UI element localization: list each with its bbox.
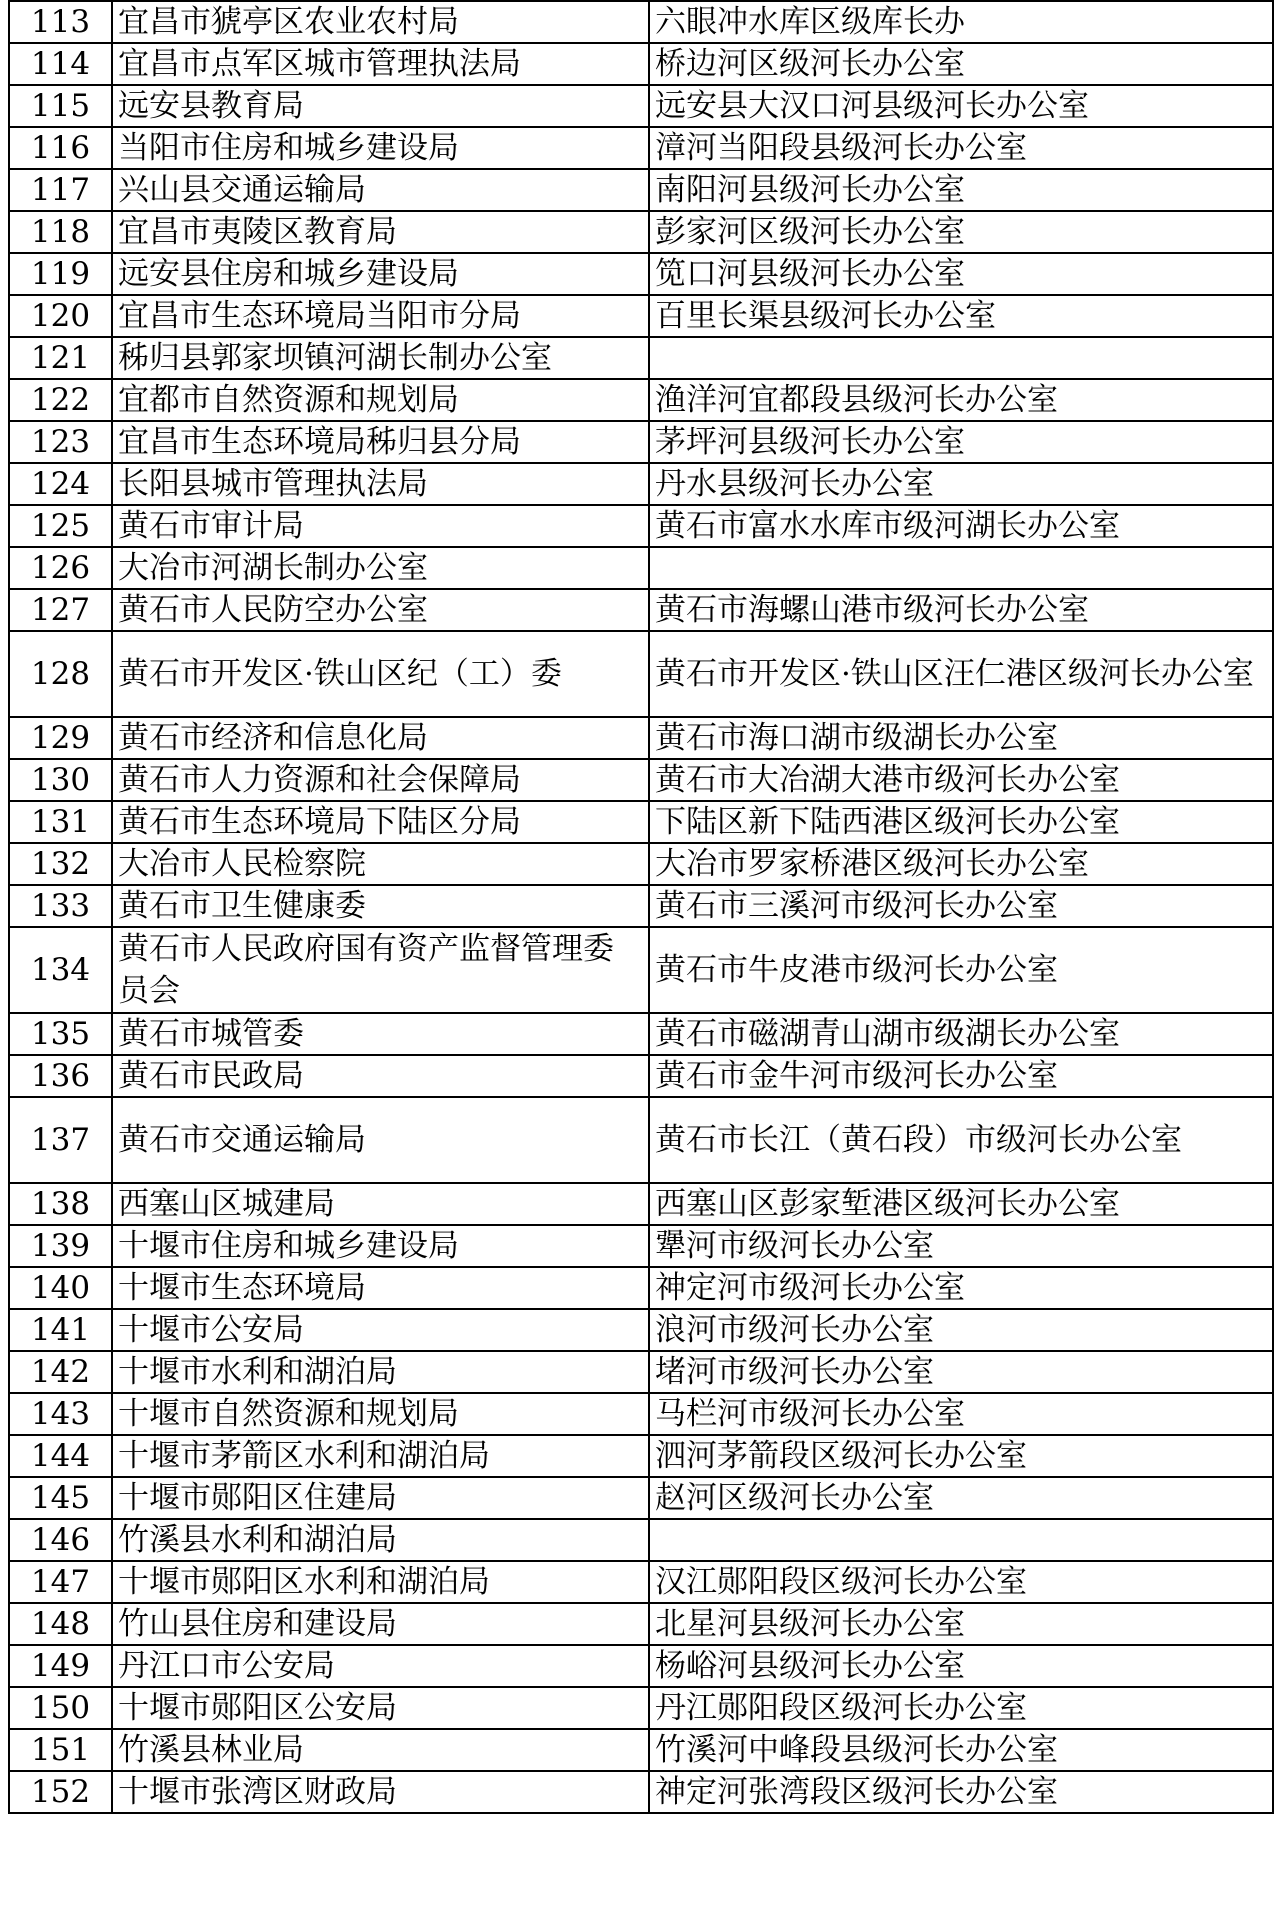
river-chief-office: 黄石市海口湖市级湖长办公室 [649, 717, 1273, 759]
responsible-unit: 宜都市自然资源和规划局 [112, 379, 649, 421]
table-row [9, 1309, 1273, 1351]
river-chief-office: 马栏河市级河长办公室 [649, 1393, 1273, 1435]
table-row [9, 843, 1273, 885]
responsible-unit: 竹山县住房和建设局 [112, 1603, 649, 1645]
table-row [9, 717, 1273, 759]
row-number: 125 [9, 505, 112, 547]
responsible-unit: 黄石市经济和信息化局 [112, 717, 649, 759]
table-row [9, 127, 1273, 169]
row-number: 118 [9, 211, 112, 253]
river-chief-office [649, 547, 1273, 589]
row-number: 114 [9, 43, 112, 85]
river-chief-office: 黄石市磁湖青山湖市级湖长办公室 [649, 1013, 1273, 1055]
table-row [9, 505, 1273, 547]
responsible-unit: 黄石市交通运输局 [112, 1097, 649, 1183]
table-row [9, 421, 1273, 463]
responsible-unit: 当阳市住房和城乡建设局 [112, 127, 649, 169]
table-row [9, 1687, 1273, 1729]
river-chief-office: 神定河张湾段区级河长办公室 [649, 1771, 1273, 1813]
row-number: 143 [9, 1393, 112, 1435]
table-row [9, 379, 1273, 421]
responsible-unit: 远安县住房和城乡建设局 [112, 253, 649, 295]
responsible-unit: 十堰市住房和城乡建设局 [112, 1225, 649, 1267]
table-row [9, 1267, 1273, 1309]
responsible-unit: 黄石市人民政府国有资产监督管理委员会 [112, 927, 649, 1013]
table-row [9, 589, 1273, 631]
table-row [9, 295, 1273, 337]
table-row [9, 547, 1273, 589]
river-chief-office: 北星河县级河长办公室 [649, 1603, 1273, 1645]
responsible-unit: 大冶市人民检察院 [112, 843, 649, 885]
row-number: 115 [9, 85, 112, 127]
river-chief-office: 黄石市长江（黄石段）市级河长办公室 [649, 1097, 1273, 1183]
responsible-unit: 黄石市开发区·铁山区纪（工）委 [112, 631, 649, 717]
river-chief-office: 犟河市级河长办公室 [649, 1225, 1273, 1267]
organization-table [8, 0, 1274, 1814]
row-number: 142 [9, 1351, 112, 1393]
row-number: 120 [9, 295, 112, 337]
responsible-unit: 丹江口市公安局 [112, 1645, 649, 1687]
row-number: 152 [9, 1771, 112, 1813]
row-number: 141 [9, 1309, 112, 1351]
row-number: 144 [9, 1435, 112, 1477]
row-number: 139 [9, 1225, 112, 1267]
river-chief-office: 黄石市海螺山港市级河长办公室 [649, 589, 1273, 631]
table-row [9, 1519, 1273, 1561]
river-chief-office: 丹水县级河长办公室 [649, 463, 1273, 505]
row-number: 151 [9, 1729, 112, 1771]
river-chief-office: 百里长渠县级河长办公室 [649, 295, 1273, 337]
row-number: 130 [9, 759, 112, 801]
river-chief-office: 竹溪河中峰段县级河长办公室 [649, 1729, 1273, 1771]
responsible-unit: 宜昌市生态环境局秭归县分局 [112, 421, 649, 463]
responsible-unit: 十堰市郧阳区水利和湖泊局 [112, 1561, 649, 1603]
river-chief-office: 浪河市级河长办公室 [649, 1309, 1273, 1351]
table-row [9, 1183, 1273, 1225]
table-row [9, 1729, 1273, 1771]
row-number: 124 [9, 463, 112, 505]
table-row [9, 801, 1273, 843]
responsible-unit: 黄石市审计局 [112, 505, 649, 547]
table-row [9, 1055, 1273, 1097]
row-number: 123 [9, 421, 112, 463]
table-row [9, 1351, 1273, 1393]
row-number: 148 [9, 1603, 112, 1645]
river-chief-office: 渔洋河宜都段县级河长办公室 [649, 379, 1273, 421]
table-row [9, 1771, 1273, 1813]
table-row [9, 1013, 1273, 1055]
river-chief-office: 西塞山区彭家堑港区级河长办公室 [649, 1183, 1273, 1225]
river-chief-office: 黄石市牛皮港市级河长办公室 [649, 927, 1273, 1013]
responsible-unit: 宜昌市点军区城市管理执法局 [112, 43, 649, 85]
row-number: 146 [9, 1519, 112, 1561]
row-number: 121 [9, 337, 112, 379]
row-number: 131 [9, 801, 112, 843]
table-row [9, 1435, 1273, 1477]
river-chief-office: 赵河区级河长办公室 [649, 1477, 1273, 1519]
river-chief-office [649, 337, 1273, 379]
responsible-unit: 黄石市生态环境局下陆区分局 [112, 801, 649, 843]
row-number: 133 [9, 885, 112, 927]
row-number: 135 [9, 1013, 112, 1055]
table-row [9, 1097, 1273, 1183]
table-row [9, 253, 1273, 295]
row-number: 137 [9, 1097, 112, 1183]
table-row [9, 927, 1273, 1013]
table-row [9, 631, 1273, 717]
row-number: 113 [9, 1, 112, 43]
responsible-unit: 黄石市人民防空办公室 [112, 589, 649, 631]
table-body [9, 1, 1273, 1813]
river-chief-office: 南阳河县级河长办公室 [649, 169, 1273, 211]
responsible-unit: 大冶市河湖长制办公室 [112, 547, 649, 589]
river-chief-office: 神定河市级河长办公室 [649, 1267, 1273, 1309]
river-chief-office: 堵河市级河长办公室 [649, 1351, 1273, 1393]
river-chief-office: 远安县大汉口河县级河长办公室 [649, 85, 1273, 127]
table-row [9, 885, 1273, 927]
row-number: 127 [9, 589, 112, 631]
river-chief-office [649, 1519, 1273, 1561]
river-chief-office: 茅坪河县级河长办公室 [649, 421, 1273, 463]
row-number: 117 [9, 169, 112, 211]
row-number: 147 [9, 1561, 112, 1603]
river-chief-office: 黄石市大冶湖大港市级河长办公室 [649, 759, 1273, 801]
river-chief-office: 桥边河区级河长办公室 [649, 43, 1273, 85]
river-chief-office: 六眼冲水库区级库长办 [649, 1, 1273, 43]
responsible-unit: 秭归县郭家坝镇河湖长制办公室 [112, 337, 649, 379]
table-row [9, 1645, 1273, 1687]
row-number: 122 [9, 379, 112, 421]
table-row [9, 1603, 1273, 1645]
row-number: 145 [9, 1477, 112, 1519]
row-number: 119 [9, 253, 112, 295]
responsible-unit: 黄石市民政局 [112, 1055, 649, 1097]
row-number: 140 [9, 1267, 112, 1309]
table-row [9, 759, 1273, 801]
responsible-unit: 宜昌市生态环境局当阳市分局 [112, 295, 649, 337]
river-chief-office: 泗河茅箭段区级河长办公室 [649, 1435, 1273, 1477]
row-number: 134 [9, 927, 112, 1013]
row-number: 132 [9, 843, 112, 885]
river-chief-office: 杨峪河县级河长办公室 [649, 1645, 1273, 1687]
row-number: 116 [9, 127, 112, 169]
responsible-unit: 竹溪县林业局 [112, 1729, 649, 1771]
responsible-unit: 长阳县城市管理执法局 [112, 463, 649, 505]
responsible-unit: 远安县教育局 [112, 85, 649, 127]
row-number: 129 [9, 717, 112, 759]
responsible-unit: 黄石市城管委 [112, 1013, 649, 1055]
river-chief-office: 黄石市三溪河市级河长办公室 [649, 885, 1273, 927]
responsible-unit: 十堰市郧阳区公安局 [112, 1687, 649, 1729]
river-chief-office: 大冶市罗家桥港区级河长办公室 [649, 843, 1273, 885]
table-row [9, 1393, 1273, 1435]
table-row [9, 169, 1273, 211]
row-number: 150 [9, 1687, 112, 1729]
row-number: 138 [9, 1183, 112, 1225]
river-chief-office: 黄石市金牛河市级河长办公室 [649, 1055, 1273, 1097]
row-number: 126 [9, 547, 112, 589]
table-row [9, 463, 1273, 505]
responsible-unit: 十堰市水利和湖泊局 [112, 1351, 649, 1393]
responsible-unit: 西塞山区城建局 [112, 1183, 649, 1225]
responsible-unit: 黄石市人力资源和社会保障局 [112, 759, 649, 801]
table-row [9, 85, 1273, 127]
responsible-unit: 竹溪县水利和湖泊局 [112, 1519, 649, 1561]
table-row [9, 1225, 1273, 1267]
river-chief-office: 黄石市开发区·铁山区汪仁港区级河长办公室 [649, 631, 1273, 717]
row-number: 136 [9, 1055, 112, 1097]
responsible-unit: 兴山县交通运输局 [112, 169, 649, 211]
table-row [9, 1, 1273, 43]
table-row [9, 43, 1273, 85]
responsible-unit: 十堰市生态环境局 [112, 1267, 649, 1309]
responsible-unit: 宜昌市夷陵区教育局 [112, 211, 649, 253]
table-row [9, 1477, 1273, 1519]
table-row [9, 1561, 1273, 1603]
responsible-unit: 宜昌市猇亭区农业农村局 [112, 1, 649, 43]
river-chief-office: 笕口河县级河长办公室 [649, 253, 1273, 295]
river-chief-office: 彭家河区级河长办公室 [649, 211, 1273, 253]
responsible-unit: 十堰市茅箭区水利和湖泊局 [112, 1435, 649, 1477]
river-chief-office: 汉江郧阳段区级河长办公室 [649, 1561, 1273, 1603]
table-row [9, 337, 1273, 379]
responsible-unit: 十堰市自然资源和规划局 [112, 1393, 649, 1435]
river-chief-office: 下陆区新下陆西港区级河长办公室 [649, 801, 1273, 843]
responsible-unit: 十堰市张湾区财政局 [112, 1771, 649, 1813]
row-number: 128 [9, 631, 112, 717]
responsible-unit: 黄石市卫生健康委 [112, 885, 649, 927]
river-chief-office: 黄石市富水水库市级河湖长办公室 [649, 505, 1273, 547]
responsible-unit: 十堰市公安局 [112, 1309, 649, 1351]
river-chief-office: 漳河当阳段县级河长办公室 [649, 127, 1273, 169]
table-row [9, 211, 1273, 253]
river-chief-office: 丹江郧阳段区级河长办公室 [649, 1687, 1273, 1729]
row-number: 149 [9, 1645, 112, 1687]
responsible-unit: 十堰市郧阳区住建局 [112, 1477, 649, 1519]
